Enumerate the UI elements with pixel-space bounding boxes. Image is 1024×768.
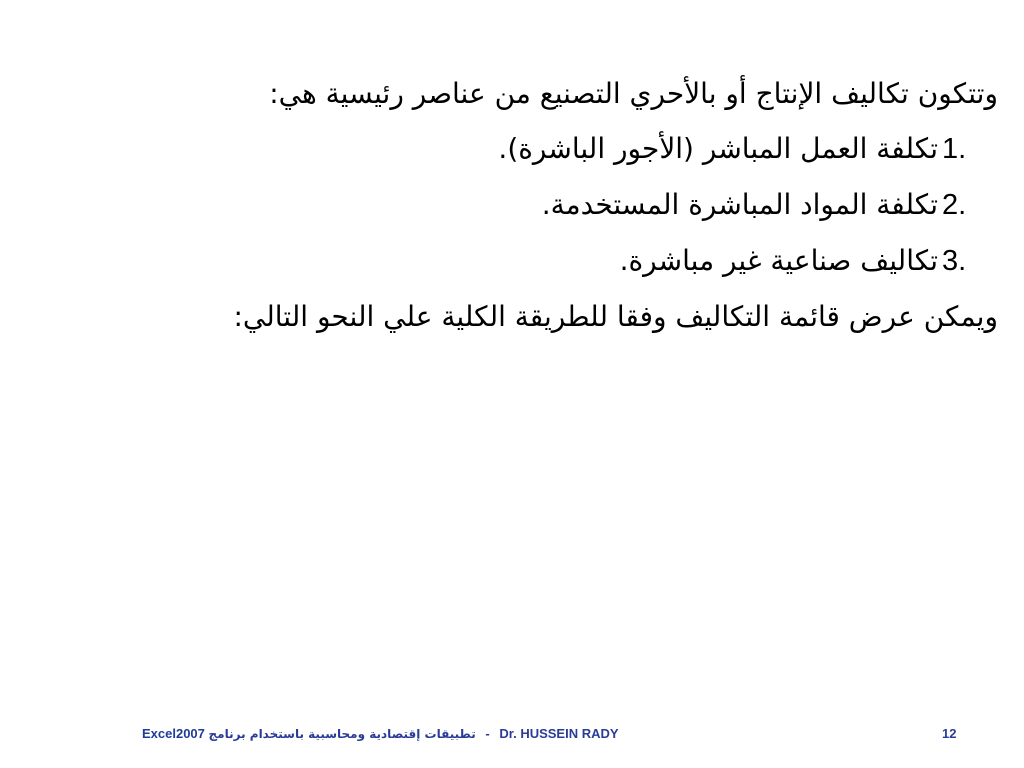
list-item-text: تكلفة العمل المباشر (الأجور الباشرة). — [498, 132, 938, 165]
list-item-text: تكاليف صناعية غير مباشرة. — [619, 244, 938, 277]
footer-excel-label: Excel2007 — [142, 726, 205, 741]
cost-elements-list — [40, 121, 998, 289]
list-item — [40, 121, 998, 177]
outro-paragraph: ويمكن عرض قائمة التكاليف وفقا للطريقة الكلية علي النحو التالي: — [233, 300, 998, 333]
list-item-number: 3. — [942, 245, 967, 277]
slide-body — [40, 66, 998, 344]
footer-course-title: تطبيقات إقتصادية ومحاسبية باستخدام برنامج — [208, 727, 476, 741]
footer-separator: - — [485, 726, 490, 741]
list-item — [40, 177, 998, 233]
list-item-number: 2. — [942, 189, 967, 221]
footer-author: Dr. HUSSEIN RADY — [499, 726, 619, 741]
intro-paragraph: وتتكون تكاليف الإنتاج أو بالأحري التصنيع من عناصر رئيسية هي: — [269, 77, 998, 110]
list-item-number: 1. — [942, 133, 967, 165]
page-number: 12 — [942, 726, 957, 741]
list-item — [40, 233, 998, 289]
list-item-text: تكلفة المواد المباشرة المستخدمة. — [541, 188, 938, 221]
footer-title — [142, 726, 619, 741]
slide-footer — [0, 722, 1024, 746]
